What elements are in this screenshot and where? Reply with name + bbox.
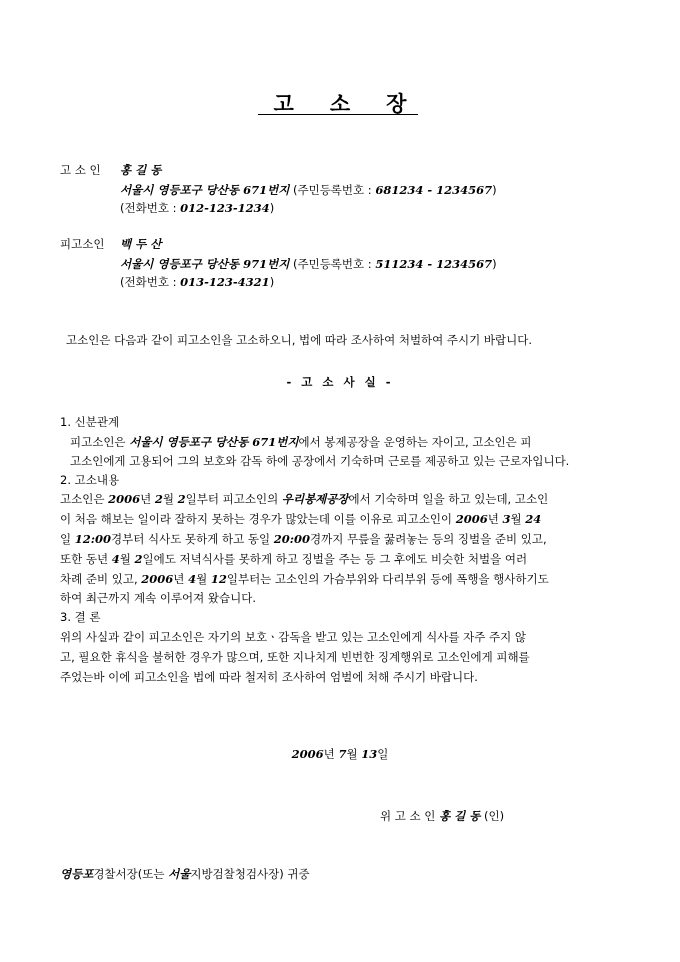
addressee-line	[60, 866, 310, 882]
accused-label: 피고소인	[60, 237, 105, 251]
text-run: 경까지 무릎을 꿇려놓는 등의 징벌을 준비 있고,	[310, 532, 547, 546]
date-value: 24	[525, 512, 542, 526]
section2-line1	[60, 491, 548, 507]
text-run: 지방검찰청검사장) 귀중	[190, 867, 310, 881]
date-value: 2006	[455, 512, 488, 526]
section1-line1	[70, 434, 532, 450]
text-run: 월	[196, 572, 211, 586]
accused-address-line	[120, 256, 497, 272]
date-day: 13	[361, 747, 378, 761]
time-value: 12:00	[74, 532, 112, 546]
section3-line2: 고, 필요한 휴식을 불허한 경우가 많으며, 또한 지나치게 빈번한 징계행위로 고소인에게 피해를	[60, 650, 530, 664]
paren-close: )	[492, 183, 497, 197]
rrn-label: (주민등록번호 :	[292, 183, 376, 197]
section2-line6: 하여 최근까지 계속 이루어져 왔습니다.	[60, 591, 257, 605]
section1-heading: 1. 신분관계	[60, 415, 120, 429]
prosecutor-office-region: 서울	[168, 867, 191, 881]
police-station-name: 영등포	[60, 867, 94, 881]
date-value: 2006	[108, 492, 141, 506]
text-run: 일	[60, 532, 75, 546]
accused-rrn: 511234 - 1234567	[375, 257, 493, 271]
text-run: 고소인은	[60, 492, 109, 506]
text-run: 경부터 식사도 못하게 하고 동일	[111, 532, 274, 546]
date-value: 2	[134, 552, 143, 566]
section3-heading: 3. 결 론	[60, 610, 101, 624]
title-char: 고	[273, 92, 294, 116]
factory-address: 서울시 영등포구 당산동 671번지	[129, 435, 299, 449]
complainant-phone: 012-123-1234	[180, 201, 270, 215]
facts-heading: - 고 소 사 실 -	[286, 375, 394, 389]
section2-heading: 2. 고소내용	[60, 473, 120, 487]
date-unit: 일	[377, 747, 389, 761]
section3-line3: 주었는바 이에 피고소인을 법에 따라 철저히 조사하여 엄벌에 처해 주시기 바랍니다.	[60, 670, 478, 684]
section2-line5	[60, 571, 549, 587]
phone-label: (전화번호 :	[120, 201, 181, 215]
date-value: 4	[111, 552, 120, 566]
section2-line2	[60, 511, 541, 527]
paren-close: )	[269, 275, 275, 289]
text-run: 또한 동년	[60, 552, 112, 566]
text-run: 년	[140, 492, 155, 506]
paren-close: )	[492, 257, 497, 271]
date-unit: 월	[346, 747, 362, 761]
text-run: 월	[162, 492, 178, 506]
signature-line	[380, 808, 504, 824]
text-run: 년	[487, 512, 503, 526]
accused-phone: 013-123-4321	[180, 275, 270, 289]
title-char: 소	[329, 92, 351, 116]
signature-name: 홍 길 동	[439, 809, 481, 823]
text-run: 차례 준비 있고,	[60, 572, 142, 586]
text-run: 월	[119, 552, 135, 566]
factory-name: 우리봉제공장	[281, 492, 349, 506]
date-year: 2006	[291, 747, 324, 761]
section2-line4	[60, 551, 527, 567]
rrn-label: (주민등록번호 :	[292, 257, 376, 271]
complainant-name: 홍 길 동	[120, 163, 162, 177]
text-run: 년	[173, 572, 189, 586]
text-run: 에서 기숙하며 일을 하고 있는데, 고소인	[348, 492, 549, 506]
text-run: 월	[510, 512, 526, 526]
text-run: 일부터는 고소인의 가슴부위와 다리부위 등에 폭행을 행사하기도	[226, 572, 549, 586]
complainant-label: 고 소 인	[60, 163, 101, 177]
section2-line3	[60, 531, 547, 547]
title-underline	[258, 114, 418, 115]
date-month: 7	[338, 747, 347, 761]
date-unit: 년	[323, 747, 339, 761]
date-value: 12	[210, 572, 227, 586]
date-value: 3	[502, 512, 511, 526]
intro-text: 고소인은 다음과 같이 피고소인을 고소하오니, 법에 따라 조사하여 처벌하여 주시기 바랍니다.	[66, 333, 533, 347]
date-value: 2	[177, 492, 186, 506]
complainant-rrn: 681234 - 1234567	[375, 183, 493, 197]
complainant-address: 서울시 영등포구 당산동 671번지	[120, 183, 290, 197]
seal-mark: (인)	[480, 809, 505, 823]
text-run: 피고소인은	[70, 435, 130, 449]
text-run: 이 처음 해보는 일이라 잘하지 못하는 경우가 많았는데 이를 이유로 피고소인이	[60, 512, 456, 526]
accused-address: 서울시 영등포구 당산동 971번지	[120, 257, 290, 271]
signature-label: 위 고 소 인	[380, 809, 440, 823]
date-value: 2006	[141, 572, 174, 586]
phone-label: (전화번호 :	[120, 275, 181, 289]
accused-name: 백 두 산	[120, 237, 162, 251]
text-run: 에서 봉제공장을 운영하는 자이고, 고소인은 피	[298, 435, 532, 449]
section3-line1: 위의 사실과 같이 피고소인은 자기의 보호ㆍ감독을 받고 있는 고소인에게 식사를 자주 주지 않	[60, 630, 527, 644]
accused-phone-line	[120, 274, 274, 290]
document-date	[0, 746, 680, 762]
section1-line2: 고소인에게 고용되어 그의 보호와 감독 하에 공장에서 기숙하며 근로를 제공하고 있는 근로자입니다.	[70, 454, 570, 468]
text-run: 일부터 피고소인의	[185, 492, 282, 506]
text-run: 일에도 저녁식사를 못하게 하고 징벌을 주는 등 그 후에도 비슷한 처벌을 여러	[142, 552, 528, 566]
complainant-address-line	[120, 182, 497, 198]
text-run: 경찰서장(또는	[93, 867, 169, 881]
paren-close: )	[269, 201, 275, 215]
time-value: 20:00	[273, 532, 310, 546]
complainant-phone-line	[120, 200, 274, 216]
date-value: 4	[188, 572, 197, 586]
date-value: 2	[154, 492, 163, 506]
title-char: 장	[386, 92, 407, 116]
